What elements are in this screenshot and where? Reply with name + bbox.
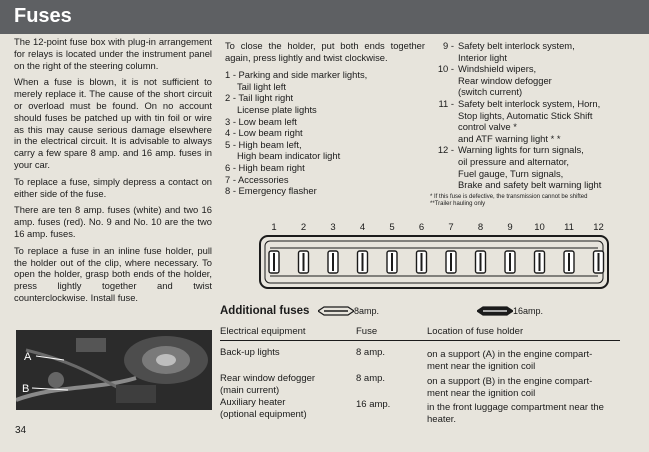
list-item: 5 - High beam left, High beam indicator light [225,138,341,162]
list-item: 7 - Accessories [225,173,289,185]
list-item: 9 - Safety belt interlock system, Interior light [443,40,575,63]
engine-photo [16,330,212,410]
engine-photo-illustration [16,330,212,410]
footnote: **Trailer hauling only [430,200,486,207]
column-fuse-list-1 [225,40,425,197]
header-bar [0,0,649,34]
fuse-list [225,69,425,197]
fuse-number-label: 9 [507,222,513,233]
fuse-number-label: 6 [418,222,425,233]
list-item: 10 - Windshield wipers, Rear window defogger (switch current) [437,63,552,98]
list-item: 3 - Low beam left [225,115,297,127]
list-item: 2 - Tail light right License plate lights [225,92,317,115]
fuse-number-label: 10 [534,222,545,233]
fuse-number-label: 4 [359,222,366,233]
column-header-equipment: Electrical equipment [220,326,306,337]
fuse-number-label: 11 [564,222,574,233]
additional-fuses-title: Additional fuses [220,305,310,317]
paragraph: When a fuse is blown, it is not sufficient to merely replace it. The cause of the short circuit or overload must be found. On no account should fuses be patched up with tin foil or wire as this may cause serious damage elsewhere in the electrical circuit. It is advisable to always carry a few spare 8 amp. and 16 amp. fuses in your car. [14,76,212,170]
page-number: 34 [15,425,27,436]
fuse-number-label: 12 [593,222,604,233]
fuse-number-label: 3 [330,222,336,233]
photo-label-a: A [24,351,32,363]
list-item: 6 - High beam right [225,161,305,173]
table-row-equipment: Back-up lights [220,347,280,358]
column-fuse-list-2 [430,40,645,208]
paragraph: There are ten 8 amp. fuses (white) and two 16 amp. fuses (red). No. 9 and No. 10 are the two 16 amp. fuses. [14,204,212,239]
photo-label-b: B [22,383,30,395]
table-row-equipment: Rear window defogger (main current) [220,373,316,396]
footnotes [430,194,645,208]
page-title: Fuses [14,5,72,27]
legend-16amp: 16amp. [477,306,543,316]
table-row-fuse: 8 amp. [356,347,386,358]
fuse-number-label: 7 [448,222,454,233]
fuse-number-label: 2 [300,222,307,233]
paragraph: To replace a fuse in an inline fuse holder, pull the holder out of the clip, where necessary. To open the holder, grasp both ends of the holder, press lightly together and twist counterclockwise. Install fuse. [14,244,212,303]
paragraph: To close the holder, put both ends together again, press lightly and twist clockwise. [225,40,425,63]
list-item: 12 - Warning lights for turn signals, oil pressure and alternator, Fuel gauge, Turn signals, Brake and safety belt warning light [437,144,602,191]
fuse-number-label: 8 [477,222,484,233]
fuse-list [430,40,645,191]
fuse-number-label: 5 [389,222,395,233]
table-rule [220,340,620,341]
column-intro [14,36,212,309]
fusebox-diagram [258,224,610,292]
list-item: 11 - Safety belt interlock system, Horn, Stop lights, Automatic Stick Shift control valve * and ATF warning light * * [438,97,601,144]
fusebox-svg [258,224,610,292]
table-row-location: on a support (B) in the engine compart- ment near the ignition coil [427,376,593,399]
fuse-16amp-icon [477,306,513,316]
list-item: 1 - Parking and side marker lights, Tail light left [225,69,368,92]
table-row-fuse: 16 amp. [356,399,391,410]
column-header-location: Location of fuse holder [427,326,524,337]
fuse-8amp-icon [318,306,354,316]
footnote: * If this fuse is defective, the transmission cannot be shifted [430,193,588,200]
fuse-number-label: 1 [271,222,277,233]
table-row-equipment: Auxiliary heater (optional equipment) [220,397,307,420]
list-item: 4 - Low beam right [225,127,303,139]
paragraph: To replace a fuse, simply depress a contact on either side of the fuse. [14,175,212,199]
column-header-fuse: Fuse [356,326,378,337]
table-row-location: on a support (A) in the engine compart- ment near the ignition coil [427,349,593,372]
table-row-fuse: 8 amp. [356,373,386,384]
legend-8amp: 8amp. [318,306,379,316]
paragraph: The 12-point fuse box with plug-in arrangement for relays is located under the instrument panel on the right of the steering column. [14,36,212,71]
list-item: 8 - Emergency flasher [225,185,317,197]
table-row-location: in the front luggage compartment near the heater. [427,402,604,425]
